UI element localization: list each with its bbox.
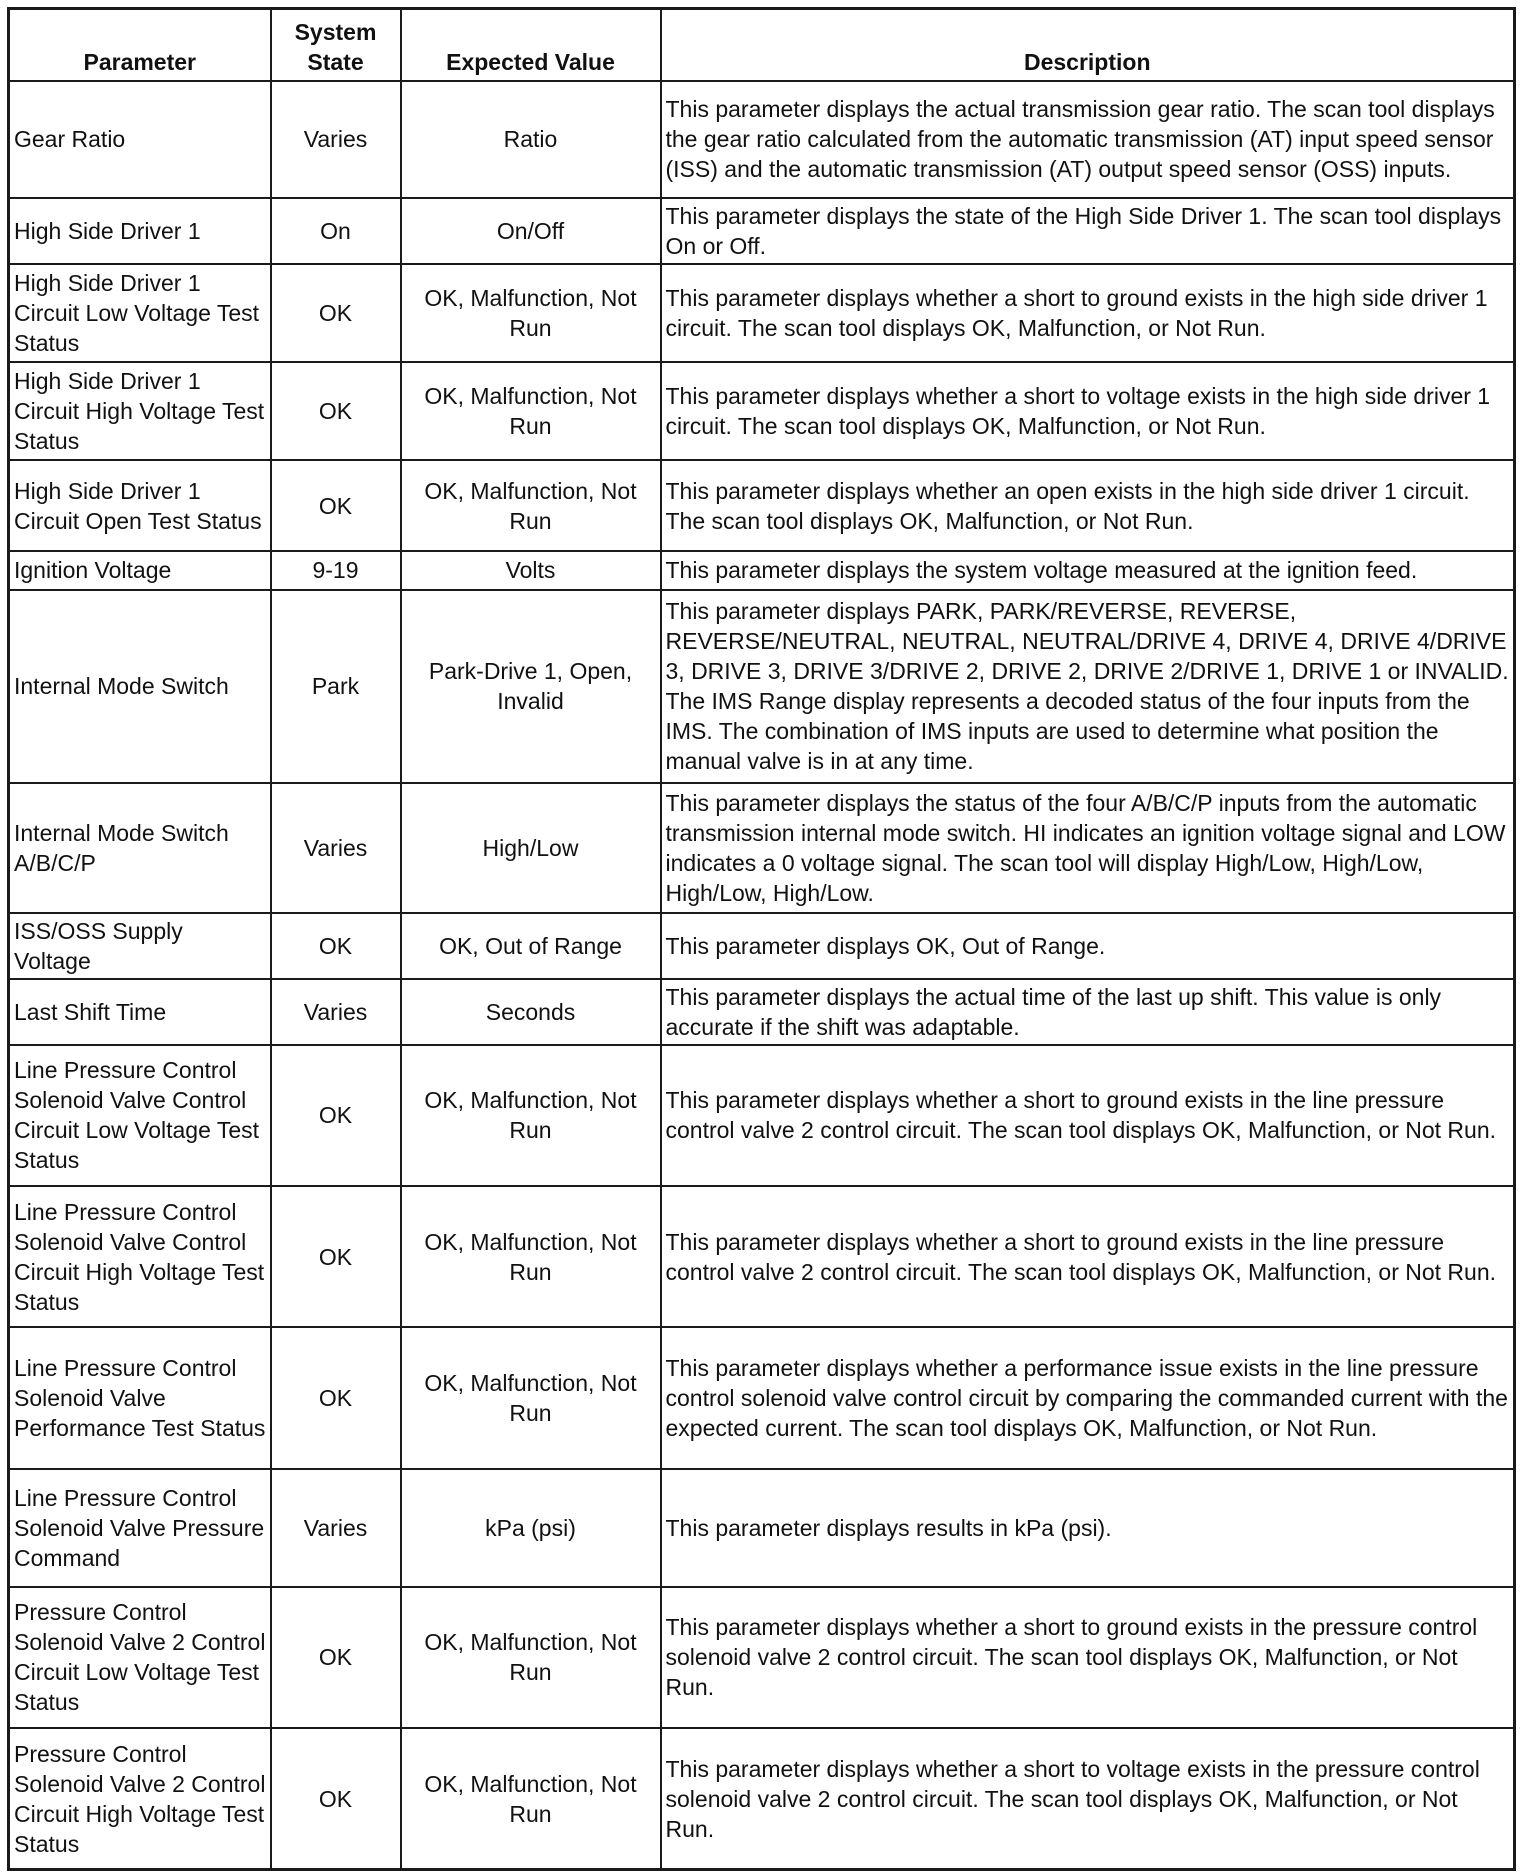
parameter-cell: Pressure Control Solenoid Valve 2 Control Circuit High Voltage Test Status [9,1728,271,1870]
parameter-cell: High Side Driver 1 [9,198,271,264]
description-cell: This parameter displays whether a short to voltage exists in the pressure control solenoid valve 2 control circuit. The scan tool displays OK, Malfunction, or Not Run. [661,1728,1515,1870]
system-state-cell: OK [271,1728,401,1870]
description-cell: This parameter displays PARK, PARK/REVERSE, REVERSE, REVERSE/NEUTRAL, NEUTRAL, NEUTRAL/DRIVE 4, DRIVE 4, DRIVE 4/DRIVE 3, DRIVE 3, DRIVE 3/DRIVE 2, DRIVE 2, DRIVE 2/DRIVE 1, DRIVE 1 or INVALID. The IMS Range display represents a decoded status of the four inputs from the IMS. The combination of IMS inputs are used to determine what position the manual valve is in at any time. [661,590,1515,783]
table-row [9,913,1515,979]
system-state-cell: On [271,198,401,264]
table-row [9,362,1515,460]
parameter-cell: High Side Driver 1 Circuit Open Test Status [9,460,271,551]
system-state-cell: Varies [271,979,401,1045]
system-state-cell: OK [271,460,401,551]
parameter-cell: Gear Ratio [9,81,271,199]
description-cell: This parameter displays whether a short to ground exists in the high side driver 1 circuit. The scan tool displays OK, Malfunction, or Not Run. [661,264,1515,362]
table-row [9,590,1515,783]
expected-value-cell: OK, Malfunction, Not Run [401,362,661,460]
column-header-expected-value: Expected Value [401,9,661,81]
description-cell: This parameter displays whether a short to ground exists in the line pressure control valve 2 control circuit. The scan tool displays OK, Malfunction, or Not Run. [661,1186,1515,1327]
system-state-cell: OK [271,1587,401,1728]
expected-value-cell: Park-Drive 1, Open, Invalid [401,590,661,783]
expected-value-cell: OK, Malfunction, Not Run [401,1587,661,1728]
system-state-cell: OK [271,264,401,362]
parameter-cell: High Side Driver 1 Circuit Low Voltage Test Status [9,264,271,362]
table-header [9,9,1515,81]
column-header-system-state: System State [271,9,401,81]
column-header-description: Description [661,9,1515,81]
table-row [9,979,1515,1045]
expected-value-cell: High/Low [401,783,661,913]
system-state-cell: Park [271,590,401,783]
expected-value-cell: Ratio [401,81,661,199]
expected-value-cell: OK, Malfunction, Not Run [401,1186,661,1327]
description-cell: This parameter displays whether a performance issue exists in the line pressure control solenoid valve control circuit by comparing the commanded current with the expected current. The scan tool displays OK, Malfunction, or Not Run. [661,1327,1515,1468]
table-row [9,551,1515,589]
expected-value-cell: OK, Out of Range [401,913,661,979]
table-row [9,783,1515,913]
table-row [9,1469,1515,1587]
expected-value-cell: OK, Malfunction, Not Run [401,460,661,551]
description-cell: This parameter displays whether a short to ground exists in the line pressure control valve 2 control circuit. The scan tool displays OK, Malfunction, or Not Run. [661,1045,1515,1186]
table-body [9,81,1515,1870]
system-state-cell: OK [271,913,401,979]
description-cell: This parameter displays the system voltage measured at the ignition feed. [661,551,1515,589]
expected-value-cell: OK, Malfunction, Not Run [401,264,661,362]
table-row [9,264,1515,362]
table-row [9,1045,1515,1186]
description-cell: This parameter displays results in kPa (psi). [661,1469,1515,1587]
parameter-cell: Line Pressure Control Solenoid Valve Pressure Command [9,1469,271,1587]
description-cell: This parameter displays the status of the four A/B/C/P inputs from the automatic transmission internal mode switch. HI indicates an ignition voltage signal and LOW indicates a 0 voltage signal. The scan tool will display High/Low, High/Low, High/Low, High/Low. [661,783,1515,913]
system-state-cell: OK [271,1186,401,1327]
description-cell: This parameter displays the actual transmission gear ratio. The scan tool displays the gear ratio calculated from the automatic transmission (AT) input speed sensor (ISS) and the automatic transmission (AT) output speed sensor (OSS) inputs. [661,81,1515,199]
parameter-cell: Internal Mode Switch A/B/C/P [9,783,271,913]
description-cell: This parameter displays whether a short to ground exists in the pressure control solenoid valve 2 control circuit. The scan tool displays OK, Malfunction, or Not Run. [661,1587,1515,1728]
expected-value-cell: OK, Malfunction, Not Run [401,1728,661,1870]
description-cell: This parameter displays whether an open exists in the high side driver 1 circuit. The scan tool displays OK, Malfunction, or Not Run. [661,460,1515,551]
parameter-cell: Last Shift Time [9,979,271,1045]
table-row [9,1728,1515,1870]
expected-value-cell: OK, Malfunction, Not Run [401,1045,661,1186]
system-state-cell: Varies [271,1469,401,1587]
expected-value-cell: On/Off [401,198,661,264]
system-state-cell: OK [271,362,401,460]
table-row [9,81,1515,199]
parameter-cell: ISS/OSS Supply Voltage [9,913,271,979]
system-state-cell: Varies [271,81,401,199]
table-row [9,198,1515,264]
parameter-cell: High Side Driver 1 Circuit High Voltage Test Status [9,362,271,460]
expected-value-cell: kPa (psi) [401,1469,661,1587]
table-row [9,1587,1515,1728]
table-row [9,1327,1515,1468]
parameter-cell: Line Pressure Control Solenoid Valve Control Circuit Low Voltage Test Status [9,1045,271,1186]
parameter-cell: Ignition Voltage [9,551,271,589]
table-row [9,1186,1515,1327]
description-cell: This parameter displays whether a short to voltage exists in the high side driver 1 circuit. The scan tool displays OK, Malfunction, or Not Run. [661,362,1515,460]
column-header-parameter: Parameter [9,9,271,81]
expected-value-cell: Seconds [401,979,661,1045]
system-state-cell: OK [271,1045,401,1186]
parameter-cell: Internal Mode Switch [9,590,271,783]
parameter-cell: Pressure Control Solenoid Valve 2 Control Circuit Low Voltage Test Status [9,1587,271,1728]
description-cell: This parameter displays the state of the High Side Driver 1. The scan tool displays On or Off. [661,198,1515,264]
expected-value-cell: Volts [401,551,661,589]
system-state-cell: 9-19 [271,551,401,589]
system-state-cell: Varies [271,783,401,913]
parameter-table [7,7,1516,1871]
header-row [9,9,1515,81]
parameter-cell: Line Pressure Control Solenoid Valve Performance Test Status [9,1327,271,1468]
parameter-cell: Line Pressure Control Solenoid Valve Control Circuit High Voltage Test Status [9,1186,271,1327]
table-row [9,460,1515,551]
expected-value-cell: OK, Malfunction, Not Run [401,1327,661,1468]
description-cell: This parameter displays OK, Out of Range. [661,913,1515,979]
description-cell: This parameter displays the actual time of the last up shift. This value is only accurate if the shift was adaptable. [661,979,1515,1045]
system-state-cell: OK [271,1327,401,1468]
